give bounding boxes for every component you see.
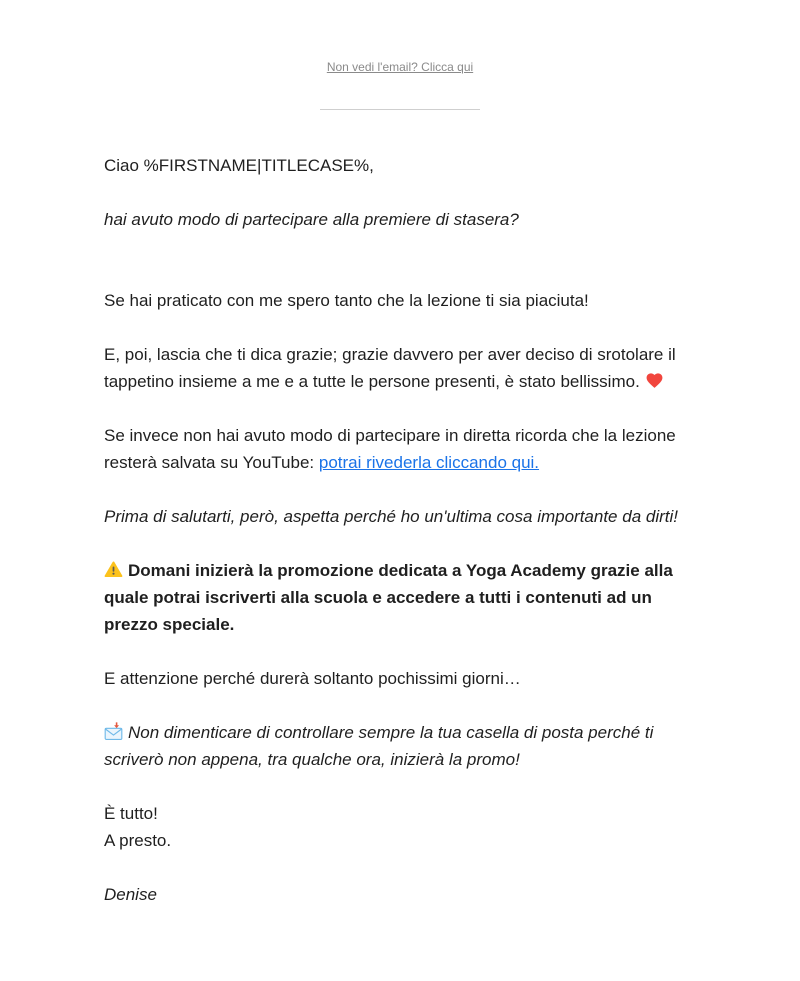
red-heart-icon [645, 371, 664, 390]
preheader [0, 0, 800, 76]
warning-icon [104, 560, 123, 579]
thanks-paragraph [104, 341, 696, 395]
greeting: Ciao %FIRSTNAME|TITLECASE%, [104, 156, 374, 175]
thanks-text: E, poi, lascia che ti dica grazie; grazie davvero per aver deciso di srotolare il tappetino insieme a me e a tutte le persone presenti, è stato bellissimo. [104, 345, 676, 391]
header-divider [320, 109, 480, 110]
urgency-note: E attenzione perché durerà soltanto pochissimi giorni… [104, 669, 521, 688]
view-online-link[interactable]: Non vedi l'email? Clicca qui [326, 60, 474, 74]
closing-paragraph [104, 800, 696, 854]
promo-announcement: Domani inizierà la promozione dedicata a Yoga Academy grazie alla quale potrai iscriverti alla scuola e accedere a tutti i contenuti ad un prezzo speciale. [104, 561, 673, 634]
promo-paragraph [104, 557, 696, 638]
signature: Denise [104, 885, 157, 904]
incoming-envelope-icon [104, 722, 123, 741]
last-thing-note: Prima di salutarti, però, aspetta perché ho un'ultima cosa importante da dirti! [104, 507, 678, 526]
youtube-paragraph [104, 422, 696, 476]
inbox-paragraph [104, 719, 696, 773]
practice-note: Se hai praticato con me spero tanto che la lezione ti sia piaciuta! [104, 291, 589, 310]
premiere-question: hai avuto modo di partecipare alla premiere di stasera? [104, 210, 519, 229]
inbox-reminder: Non dimenticare di controllare sempre la tua casella di posta perché ti scriverò non appena, tra qualche ora, inizierà la promo! [104, 723, 654, 769]
closing-line-1: È tutto! [104, 804, 158, 823]
youtube-link[interactable]: potrai rivederla cliccando qui. [318, 453, 540, 472]
closing-line-2: A presto. [104, 831, 172, 850]
email-body [104, 152, 696, 908]
youtube-text: Se invece non hai avuto modo di partecipare in diretta ricorda che la lezione resterà salvata su YouTube: [104, 426, 676, 472]
